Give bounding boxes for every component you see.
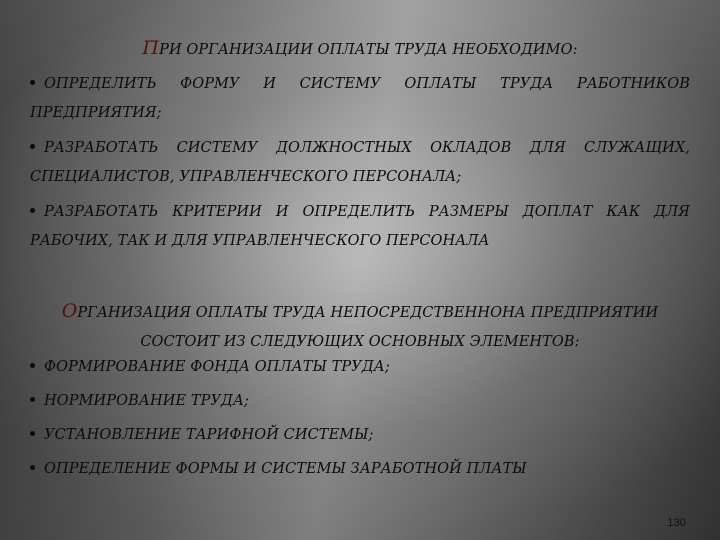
heading-first-letter: П [142,37,160,59]
list-item [30,424,690,446]
list-item [30,134,690,192]
bullet-icon [30,363,35,368]
list-item [30,198,690,256]
list-item [30,390,690,412]
list-item [30,70,690,128]
heading-text: РГАНИЗАЦИЯ ОПЛАТЫ ТРУДА НЕПОСРЕДСТВЕННОНА ПРЕДПРИЯТИИ СОСТОИТ ИЗ СЛЕДУЮЩИХ ОСНОВНЫХ ЭЛЕМЕНТОВ: [77,305,659,350]
heading-first-letter: О [61,300,78,322]
requirements-list [30,70,690,262]
elements-list [30,356,690,492]
list-item [30,458,690,480]
list-item-text: ФОРМИРОВАНИЕ ФОНДА ОПЛАТЫ ТРУДА; [44,359,390,375]
heading-text: РИ ОРГАНИЗАЦИИ ОПЛАТЫ ТРУДА НЕОБХОДИМО: [159,42,578,58]
bullet-icon [30,80,35,85]
list-item [30,356,690,378]
list-item-text: ОПРЕДЕЛИТЬ ФОРМУ И СИСТЕМУ ОПЛАТЫ ТРУДА РАБОТНИКОВ ПРЕДПРИЯТИЯ; [30,76,690,121]
section-heading-elements [30,297,690,357]
page-number: 130 [667,517,686,529]
list-item-text: УСТАНОВЛЕНИЕ ТАРИФНОЙ СИСТЕМЫ; [44,427,374,443]
bullet-icon [30,465,35,470]
bullet-icon [30,208,35,213]
bullet-icon [30,397,35,402]
list-item-text: РАЗРАБОТАТЬ КРИТЕРИИ И ОПРЕДЕЛИТЬ РАЗМЕРЫ ДОПЛАТ КАК ДЛЯ РАБОЧИХ, ТАК И ДЛЯ УПРАВЛЕНЧЕСКОГО ПЕРСОНАЛА [30,204,690,249]
bullet-icon [30,144,35,149]
list-item-text: НОРМИРОВАНИЕ ТРУДА; [44,393,250,409]
list-item-text: ОПРЕДЕЛЕНИЕ ФОРМЫ И СИСТЕМЫ ЗАРАБОТНОЙ ПЛАТЫ [44,461,527,477]
bullet-icon [30,431,35,436]
section-heading-requirements [30,37,690,59]
list-item-text: РАЗРАБОТАТЬ СИСТЕМУ ДОЛЖНОСТНЫХ ОКЛАДОВ ДЛЯ СЛУЖАЩИХ, СПЕЦИАЛИСТОВ, УПРАВЛЕНЧЕСКОГО ПЕРСОНАЛА; [30,140,690,185]
